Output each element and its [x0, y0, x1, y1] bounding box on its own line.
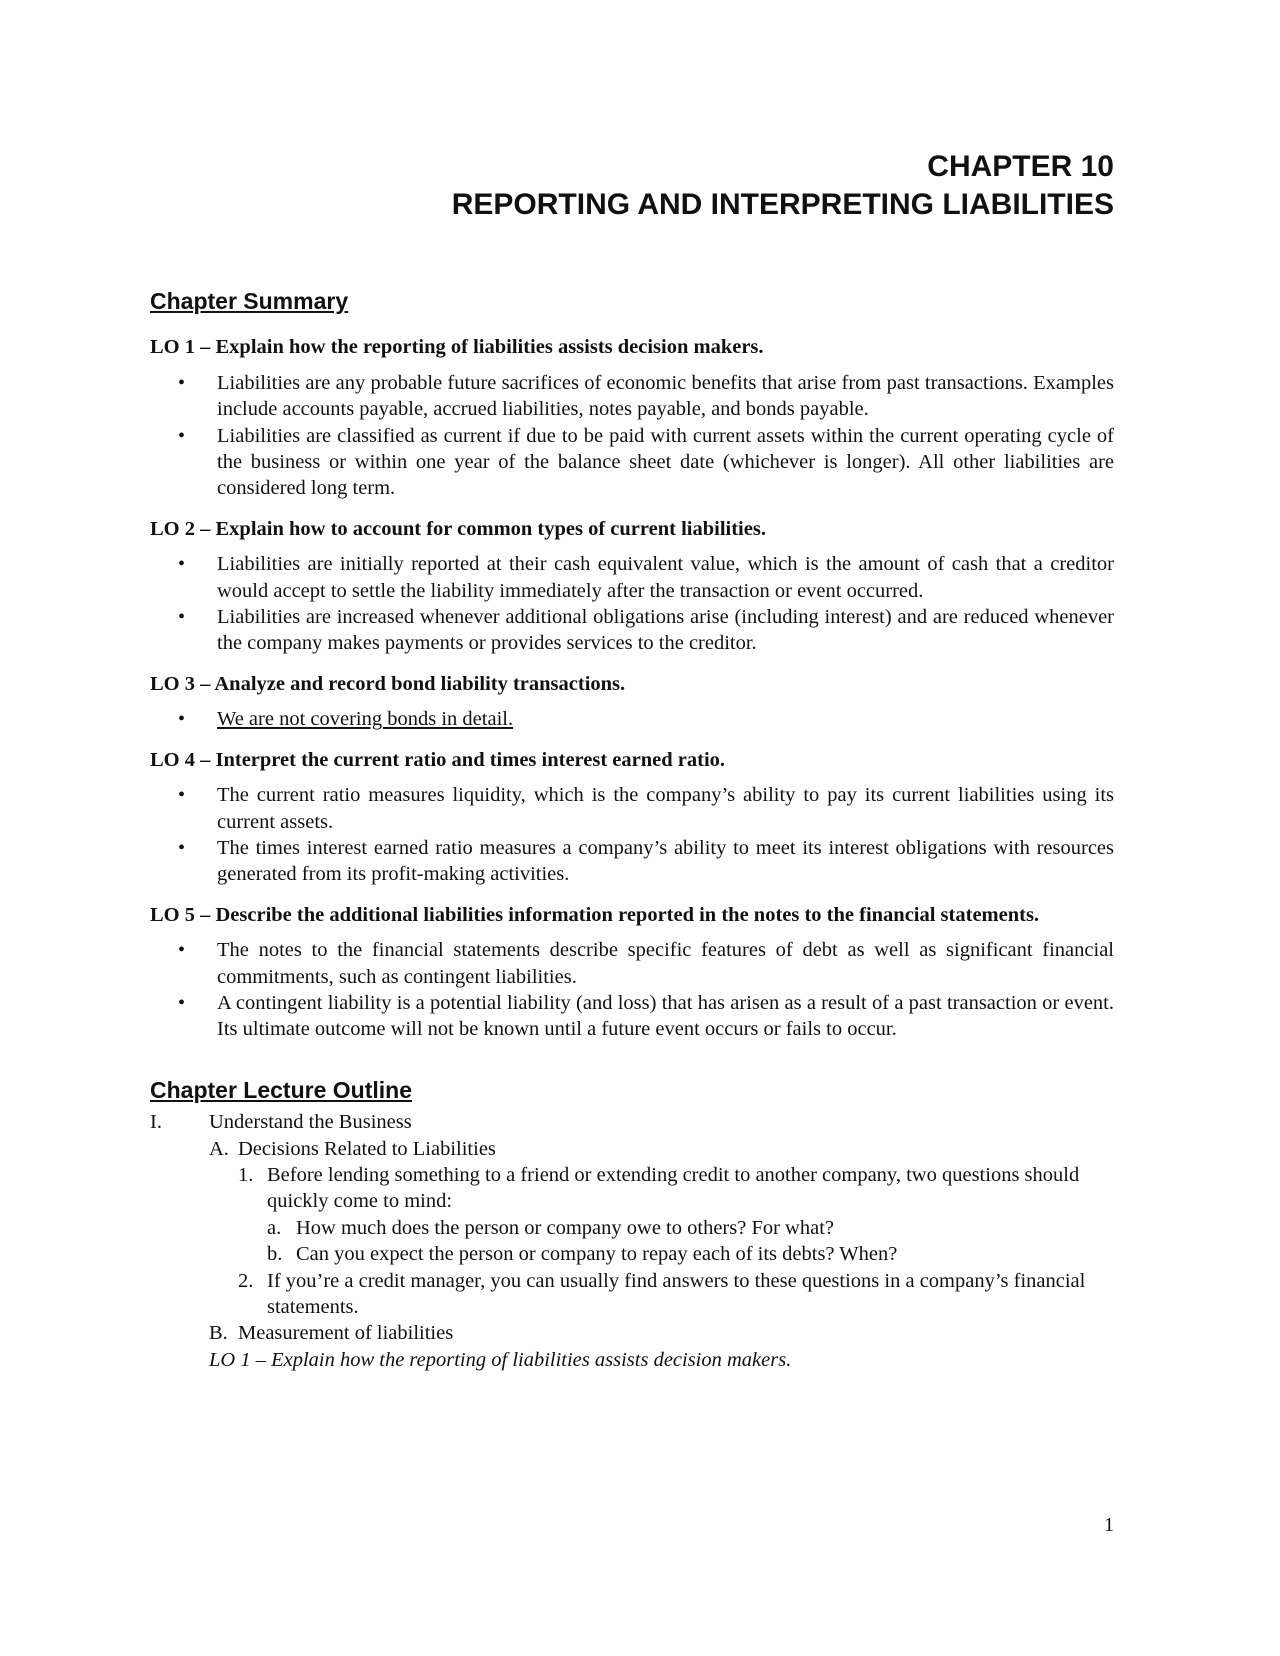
- bullet-item: • A contingent liability is a potential liability (and loss) that has arisen as a result of a past transaction or event. Its ultimate outcome will not be known until a future event occurs or fails to occur.: [150, 990, 1114, 1043]
- outline-number: A.: [209, 1137, 229, 1160]
- lo-1-heading: LO 1 – Explain how the reporting of liabilities assists decision makers.: [150, 336, 764, 359]
- outline-text: Understand the Business: [209, 1111, 412, 1134]
- bullet-item: • Liabilities are increased whenever additional obligations arise (including interest) and are reduced whenever the company makes payments or provides services to the creditor.: [150, 604, 1114, 657]
- outline-item-b: [150, 1320, 1114, 1346]
- lecture-outline-heading: Chapter Lecture Outline: [150, 1076, 412, 1103]
- lo-4-bullets: [150, 782, 1114, 888]
- outline-number: a.: [267, 1216, 282, 1239]
- lo-1-bullets: [150, 370, 1114, 502]
- bullet-item: • The current ratio measures liquidity, which is the company’s ability to pay its current liabilities using its current assets.: [150, 782, 1114, 835]
- outline-number: b.: [267, 1243, 283, 1266]
- outline-number: 1.: [238, 1163, 254, 1186]
- lo-3-heading: LO 3 – Analyze and record bond liability transactions.: [150, 672, 626, 695]
- bullet-item: • Liabilities are classified as current if due to be paid with current assets within the current operating cycle of the business or within one year of the balance sheet date (whichever is longer). All other liabilities are considered long term.: [150, 423, 1114, 502]
- outline-item-i: [150, 1109, 1114, 1135]
- outline-number: 2.: [238, 1269, 254, 1292]
- outline-number: I.: [150, 1111, 162, 1134]
- lo-3-bullets: [150, 706, 1114, 732]
- outline-item-a1: [150, 1162, 1114, 1215]
- bullet-item: • The notes to the financial statements describe specific features of debt as well as significant financial commitments, such as contingent liabilities.: [150, 937, 1114, 990]
- outline-text: Can you expect the person or company to repay each of its debts? When?: [296, 1243, 898, 1266]
- outline-text: Before lending something to a friend or extending credit to another company, two questions should quickly come to mind:: [267, 1163, 1080, 1213]
- bullet-item: • Liabilities are any probable future sacrifices of economic benefits that arise from past transactions. Examples include accounts payable, accrued liabilities, notes payable, and bonds payable.: [150, 370, 1114, 423]
- outline-lo-reference: LO 1 – Explain how the reporting of liabilities assists decision makers.: [209, 1348, 792, 1371]
- bullet-item: • We are not covering bonds in detail.: [150, 706, 1114, 732]
- outline-number: B.: [209, 1322, 228, 1345]
- chapter-summary-heading: Chapter Summary: [150, 288, 349, 314]
- outline-text: Decisions Related to Liabilities: [238, 1137, 496, 1160]
- outline-item-a: [150, 1136, 1114, 1162]
- outline-text: How much does the person or company owe to others? For what?: [296, 1216, 834, 1239]
- outline-text: Measurement of liabilities: [238, 1322, 454, 1345]
- outline-item-a2: [150, 1268, 1114, 1321]
- lo-2-heading: LO 2 – Explain how to account for common types of current liabilities.: [150, 517, 766, 540]
- page-number: 1: [1104, 1514, 1114, 1536]
- lo-5-heading: LO 5 – Describe the additional liabilities information reported in the notes to the financial statements.: [150, 903, 1040, 926]
- chapter-header: [150, 148, 1114, 224]
- bullet-item: • The times interest earned ratio measures a company’s ability to meet its interest obligations with resources generated from its profit-making activities.: [150, 835, 1114, 888]
- outline-item-a1b: [150, 1241, 1114, 1267]
- outline-item-a1a: [150, 1215, 1114, 1241]
- lo-5-bullets: [150, 937, 1114, 1043]
- lo-4-heading: LO 4 – Interpret the current ratio and times interest earned ratio.: [150, 748, 726, 771]
- chapter-title: REPORTING AND INTERPRETING LIABILITIES: [451, 188, 1114, 221]
- lo-2-bullets: [150, 551, 1114, 657]
- bullet-item: • Liabilities are initially reported at their cash equivalent value, which is the amount of cash that a creditor would accept to settle the liability immediately after the transaction or event occurred.: [150, 551, 1114, 604]
- outline-text: If you’re a credit manager, you can usually find answers to these questions in a company’s financial statements.: [267, 1269, 1086, 1318]
- chapter-number: CHAPTER 10: [927, 150, 1114, 183]
